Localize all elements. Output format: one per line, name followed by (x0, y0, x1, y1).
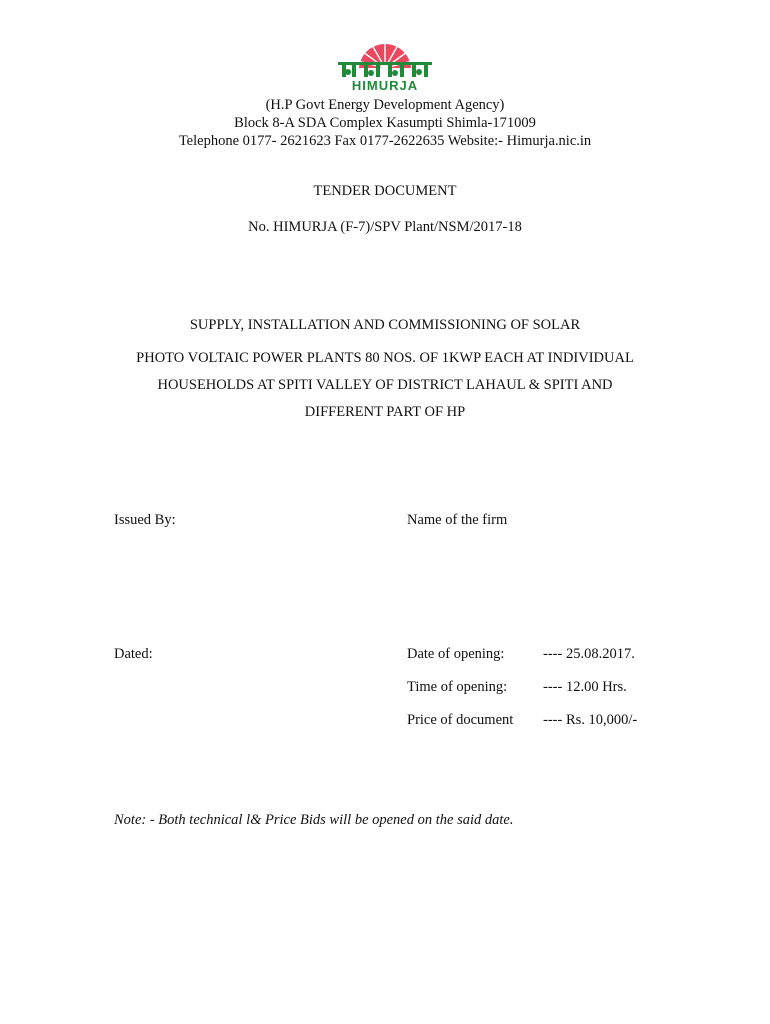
document-number: No. HIMURJA (F-7)/SPV Plant/NSM/2017-18 (248, 219, 522, 235)
agency-contact: Telephone 0177- 2621623 Fax 0177-2622635 Website:- Himurja.nic.in (178, 133, 592, 149)
subject-line-3: HOUSEHOLDS AT SPITI VALLEY OF DISTRICT LAHAUL & SPITI AND (157, 377, 613, 393)
opening-time-value: ---- 12.00 Hrs. (543, 679, 627, 695)
logo-text: HIMURJA (351, 78, 419, 93)
opening-date-value: ---- 25.08.2017. (543, 646, 635, 662)
agency-address: Block 8-A SDA Complex Kasumpti Shimla-171009 (234, 115, 536, 131)
himurja-logo (330, 38, 440, 94)
subject-line-2: PHOTO VOLTAIC POWER PLANTS 80 NOS. OF 1KWP EACH AT INDIVIDUAL (136, 350, 634, 366)
issued-by-label: Issued By: (114, 512, 176, 528)
price-label: Price of document (407, 712, 514, 728)
himurja-logo-graphic (330, 38, 440, 94)
document-type: TENDER DOCUMENT (313, 183, 457, 199)
subject-line-1: SUPPLY, INSTALLATION AND COMMISSIONING OF SOLAR (189, 317, 581, 333)
price-value: ---- Rs. 10,000/- (543, 712, 638, 728)
agency-name: (H.P Govt Energy Development Agency) (265, 97, 505, 113)
dated-label: Dated: (114, 646, 153, 662)
opening-date-label: Date of opening: (407, 646, 505, 662)
firm-name-label: Name of the firm (407, 512, 508, 528)
subject-line-4: DIFFERENT PART OF HP (304, 404, 466, 420)
opening-time-label: Time of opening: (407, 679, 508, 695)
opening-note: Note: - Both technical l& Price Bids will be opened on the said date. (114, 812, 514, 828)
